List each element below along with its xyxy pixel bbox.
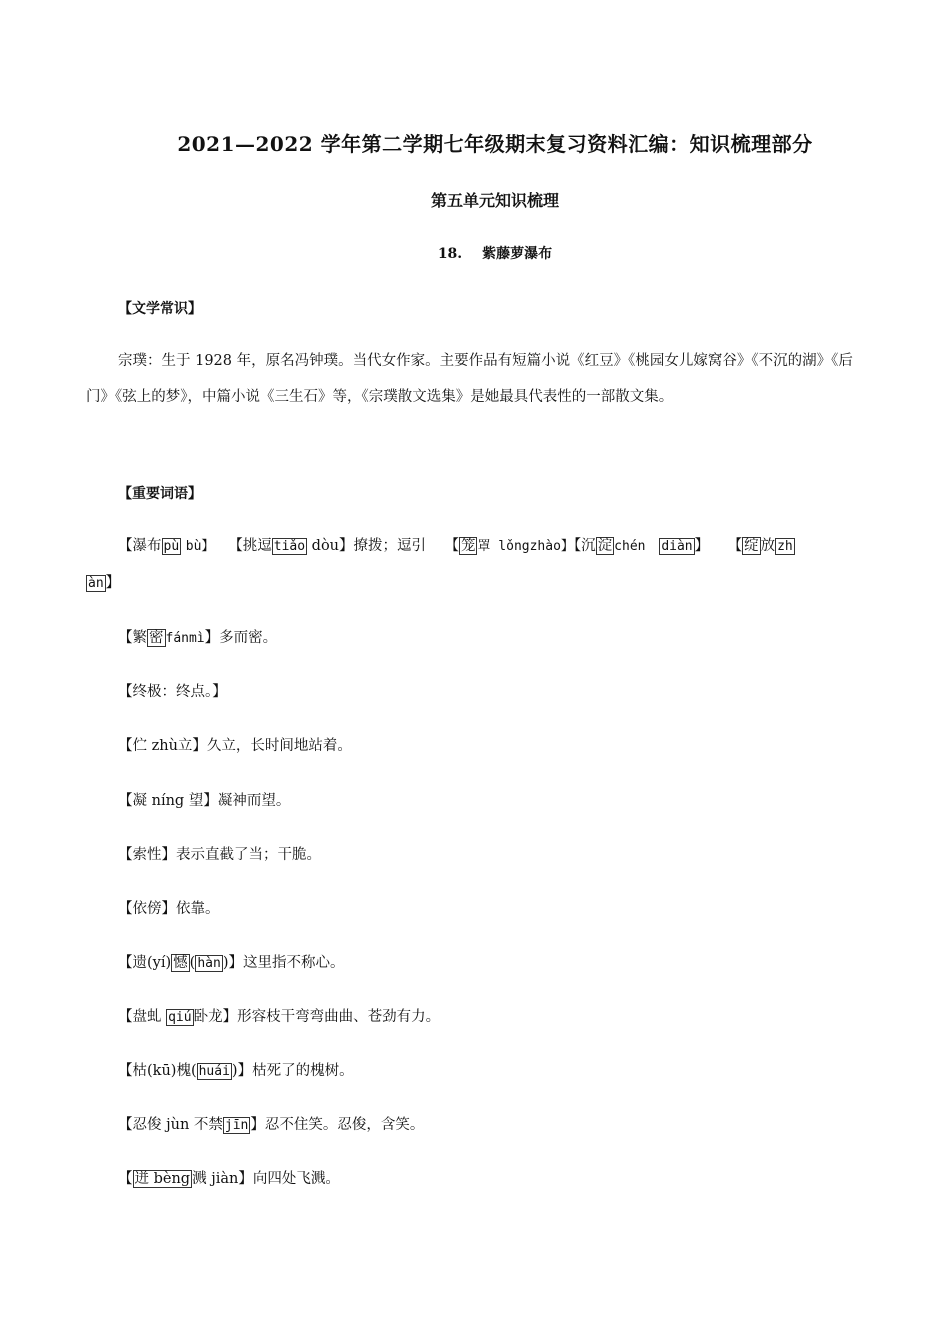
vocab-pubu-end: bù】	[185, 539, 215, 554]
vocab-longzhao: 罩 lǒngzhào】	[477, 539, 574, 554]
vocab-tiaodou-def: dòu】撩拨；逗引	[311, 538, 427, 554]
vocab-renjun	[118, 1113, 424, 1134]
vocab-line-1-row	[86, 528, 886, 565]
pinyin-box: jīn	[224, 1118, 249, 1133]
char-box: 绽	[744, 538, 759, 554]
pinyin-box: qiú	[168, 1010, 192, 1025]
lesson-heading	[90, 243, 900, 263]
text: 】多而密。	[204, 630, 278, 646]
char-box: 笼	[460, 538, 476, 554]
vocab-zhanfang: 放	[760, 538, 776, 554]
pinyin-box: pù	[163, 539, 180, 554]
text: 】忍不住笑。忍俊，含笑。	[250, 1117, 425, 1133]
bracket: 】	[694, 538, 710, 554]
pinyin-box: hàn	[197, 956, 221, 971]
vocab-zhongji: 【终极：终点。】	[118, 684, 227, 700]
char-box: 憾	[173, 955, 188, 971]
text: 】这里指不称心。	[228, 955, 345, 971]
vocab-bengjian	[118, 1167, 340, 1188]
text: 【遗(yí)	[118, 955, 172, 971]
vocab-zhuli: 【伫 zhù立】久立，长时间地站着。	[118, 738, 352, 754]
vocab-pubu: 【瀑布	[118, 538, 162, 554]
pinyin: fánmì	[165, 631, 205, 646]
author-text: 宗璞：生于 1928 年，原名冯钟璞。当代女作家。主要作品有短篇小说《红豆》《桃园女儿嫁窝谷》《不沉的湖》《后门》《弦上的梦》，中篇小说《三生石》等，《宗璞散文选集》是她最具代表性的一部散文集。	[86, 353, 853, 405]
vocab-suoxing: 【索性】表示直截了当；干脆。	[118, 847, 321, 863]
vocab-yibang: 【依傍】依靠。	[118, 901, 220, 917]
text: 溅 jiàn】向四处飞溅。	[192, 1171, 340, 1187]
vocab-panqiu	[118, 1005, 440, 1026]
text: 【枯(kū)槐(	[118, 1063, 197, 1079]
document-title: 2021—2022 学年第二学期七年级期末复习资料汇编：知识梳理部分	[177, 132, 813, 156]
pinyin-box: àn	[88, 576, 104, 591]
section-literature: 【文学常识】	[118, 301, 202, 317]
pinyin: chén	[614, 539, 646, 554]
bracket: 】	[105, 575, 121, 591]
vocab-chendian: 【沉	[573, 538, 596, 554]
unit-heading: 第五单元知识梳理	[430, 191, 559, 210]
text: 【忍俊 jùn 不禁	[118, 1117, 223, 1133]
vocab-tiaodou: 【挑逗	[228, 538, 272, 554]
text: 【	[118, 1171, 133, 1187]
vocab-ningwang: 【凝 níng 望】凝神而望。	[118, 793, 291, 809]
text: )	[231, 1063, 238, 1079]
bracket: 【	[727, 538, 743, 554]
lesson-number: 18.	[437, 246, 463, 262]
pinyin-box: huái	[198, 1064, 230, 1079]
bracket: 【	[444, 538, 459, 554]
text: 卧龙】形容枝干弯弯曲曲、苍劲有力。	[193, 1009, 441, 1025]
text: (	[189, 955, 196, 971]
pinyin-box: diàn	[661, 539, 693, 554]
vocab-fanmi	[118, 626, 277, 647]
char-box: 淀	[597, 538, 613, 554]
char-box: 迸 bèng	[134, 1171, 191, 1187]
pinyin-box: tiǎo	[273, 539, 306, 554]
text: 【繁	[118, 630, 147, 646]
section-vocabulary: 【重要词语】	[118, 486, 202, 502]
char-box: 密	[149, 630, 164, 646]
text: 】枯死了的槐树。	[237, 1063, 354, 1079]
author-paragraph	[86, 343, 866, 415]
vocab-line-1	[86, 528, 886, 602]
text: 【盘虬	[118, 1009, 162, 1025]
lesson-name: 紫藤萝瀑布	[482, 246, 553, 262]
pinyin-box: zh	[777, 539, 793, 554]
text: )	[222, 955, 229, 971]
vocab-yihan	[118, 951, 344, 972]
vocab-kuhuai	[118, 1059, 354, 1080]
vocab-line-1-wrap	[86, 565, 886, 602]
